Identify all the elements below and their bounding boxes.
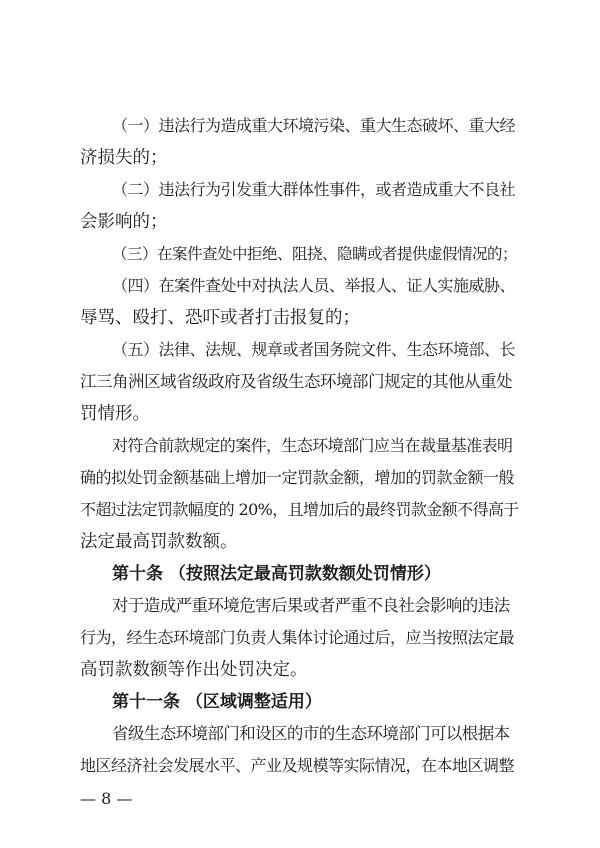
text-line	[0, 462, 600, 494]
text-line	[0, 654, 600, 686]
clause-2-text-cont: 会影响的；	[80, 212, 168, 232]
paragraph-text: 不超过法定罚款幅度的 20%，且增加后的最终罚款金额不得高于	[80, 500, 519, 519]
text-line	[0, 302, 600, 334]
clause-4-text: （四）在案件查处中对执法人员、举报人、证人实施威胁、	[112, 276, 516, 295]
text-line	[0, 206, 600, 238]
article-10-heading: 第十条 （按照法定最高罚款数额处罚情形）	[112, 564, 441, 584]
text-line	[0, 526, 600, 558]
clause-4-text-cont: 辱骂、殴打、恐吓或者打击报复的；	[80, 308, 360, 328]
page-number: — 8 —	[80, 789, 133, 808]
text-line	[0, 142, 600, 174]
clause-1-text: （一）违法行为造成重大环境污染、重大生态破坏、重大经	[112, 116, 516, 135]
text-line	[0, 270, 600, 302]
paragraph-text: 法定最高罚款数额。	[80, 532, 238, 552]
text-line	[0, 174, 600, 206]
article-11-heading: 第十一条 （区域调整适用）	[112, 692, 322, 712]
clause-5-text: （五）法律、法规、规章或者国务院文件、生态环境部、长	[112, 340, 516, 359]
article-10-text-end: 高罚款数额等作出处罚决定。	[80, 660, 308, 680]
clause-1-text-cont: 济损失的；	[80, 148, 168, 168]
text-line	[0, 494, 600, 526]
text-line	[0, 750, 600, 782]
text-line	[0, 558, 600, 590]
text-line	[0, 334, 600, 366]
article-11-text: 省级生态环境部门和设区的市的生态环境部门可以根据本	[112, 724, 510, 743]
clause-5-text-end: 罚情形。	[80, 404, 150, 424]
text-line	[0, 238, 600, 270]
text-line	[0, 110, 600, 142]
clause-3-text: （三）在案件查处中拒绝、阻挠、隐瞒或者提供虚假情况的；	[112, 245, 518, 263]
text-line	[0, 430, 600, 462]
text-line	[0, 398, 600, 430]
clause-5-text-cont: 江三角洲区域省级政府及省级生态环境部门规定的其他从重处	[80, 372, 512, 391]
paragraph-text: 确的拟处罚金额基础上增加一定罚款金额，增加的罚款金额一般	[80, 468, 515, 487]
clause-2-text: （二）违法行为引发重大群体性事件，或者造成重大不良社	[112, 180, 516, 199]
article-10-text: 对于造成严重环境危害后果或者严重不良社会影响的违法	[112, 596, 510, 615]
article-11-text-cont: 地区经济社会发展水平、产业及规模等实际情况，在本地区调整	[80, 756, 515, 775]
text-line	[0, 686, 600, 718]
text-line	[0, 590, 600, 622]
text-line	[0, 718, 600, 750]
text-line	[0, 366, 600, 398]
article-10-text-cont: 行为，经生态环境部门负责人集体讨论通过后，应当按照法定最	[80, 628, 515, 647]
text-line	[0, 622, 600, 654]
paragraph-text: 对符合前款规定的案件，生态环境部门应当在裁量基准表明	[112, 436, 513, 455]
